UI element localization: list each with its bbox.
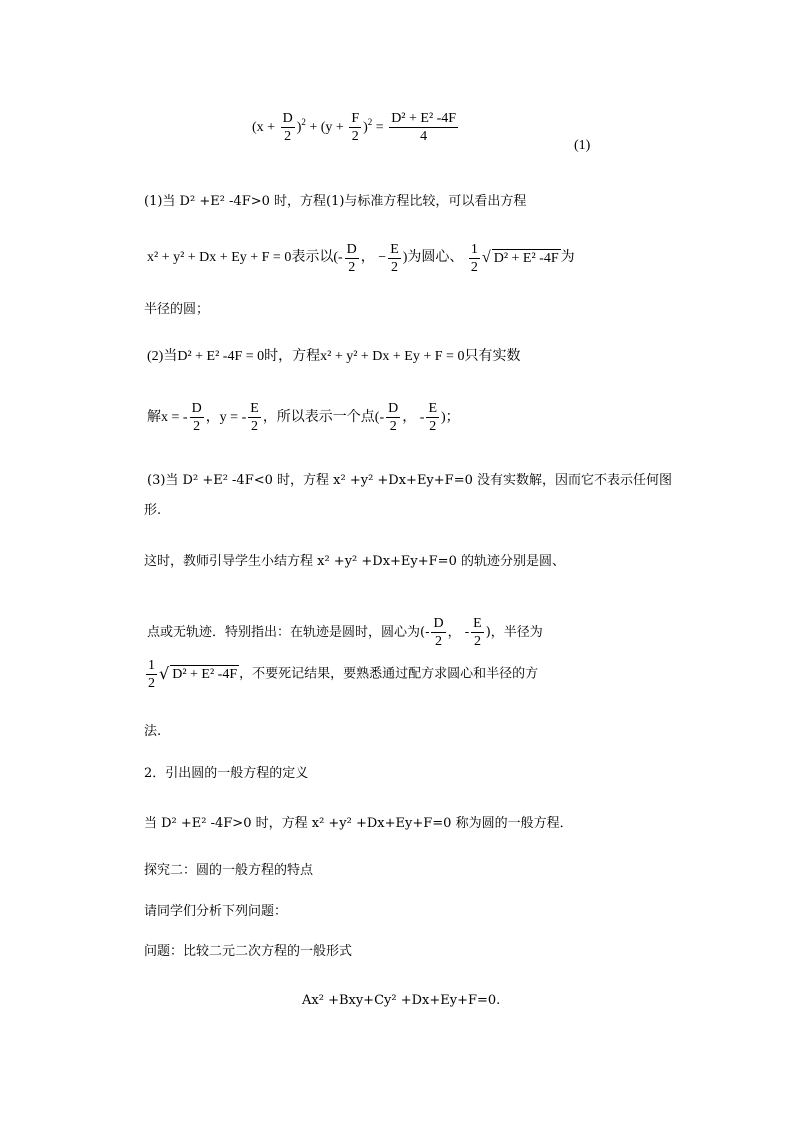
radicand: D² + E² -4F (493, 250, 559, 266)
frac-num: E (473, 616, 482, 631)
fraction-one-half (469, 241, 480, 276)
frac-den: 2 (351, 129, 359, 145)
fraction-d-over-2 (345, 241, 359, 276)
case2-mid2: ，所以表示一个点(- (262, 410, 385, 425)
case2-end: )； (441, 410, 460, 425)
case2-mid: ，y = - (205, 410, 247, 425)
fraction-d-over-2 (190, 400, 204, 435)
frac-den: 2 (348, 259, 356, 275)
question-text: 问题：比较二元二次方程的一般形式 (144, 944, 353, 959)
fraction-d-over-2 (386, 400, 400, 435)
frac-num: F (351, 111, 360, 127)
summary-line2a: 点或无轨迹．特别指出：在轨迹是圆时，圆心为(- (147, 625, 430, 640)
comma: ， (360, 250, 375, 266)
frac-num: 1 (148, 657, 155, 673)
frac-num: E (390, 241, 399, 257)
summary-line3 (144, 654, 538, 695)
minus: − (378, 250, 387, 266)
frac-den: 2 (251, 419, 259, 435)
case2-line2 (147, 398, 460, 438)
summary-line3b: ，不要死记结果，要熟悉通过配方求圆心和半径的方 (239, 666, 539, 682)
frac-den: 2 (470, 259, 478, 275)
definition-text: 当 D² +E² -4F>0 时，方程 x² +y² +Dx+Ey+F=0 称为圆的一般方程． (144, 816, 573, 831)
frac-den: 2 (390, 259, 398, 275)
frac-num: D (388, 401, 399, 417)
frac-num: D (346, 241, 357, 257)
frac-num: D (282, 111, 293, 127)
fraction-f-over-2 (349, 110, 361, 145)
case2-sol-a: 解x = - (147, 410, 188, 425)
frac-num: D (191, 401, 202, 417)
frac-den: 4 (420, 129, 428, 145)
fraction-d-over-2 (281, 110, 295, 145)
eq1-lhs-b: + (y + (305, 120, 344, 135)
frac-den: 2 (435, 634, 443, 649)
ask-text: 请同学们分析下列问题： (144, 904, 288, 919)
explore-heading: 探究二：圆的一般方程的特点 (144, 863, 314, 878)
case1-center-label: )为圆心、 (402, 250, 464, 266)
case2-line1: (2)当D² + E² -4F = 0时，方程x² + y² + Dx + Ey + F = 0只有实数 (147, 349, 521, 364)
frac-den: 2 (473, 634, 481, 649)
minus: - (419, 410, 425, 425)
exponent: 2 (367, 117, 373, 127)
summary-line2b: )，半径为 (485, 625, 543, 640)
fraction-one-half (146, 657, 157, 692)
fraction-d-over-2 (431, 615, 445, 650)
frac-den: 2 (429, 419, 437, 435)
minus: - (464, 625, 470, 640)
frac-num: E (250, 401, 259, 417)
frac-num: D² + E² -4F (391, 111, 457, 127)
general-form-equation: Ax² +Bxy+Cy² +Dx+Ey+F=0. (302, 993, 501, 1008)
summary-line4: 法. (144, 724, 162, 739)
summary-line1: 这时，教师引导学生小结方程 x² +y² +Dx+Ey+F=0 的轨迹分别是圆、 (144, 554, 565, 569)
fraction-e-over-2 (388, 241, 401, 276)
sqrt-icon: √ (481, 249, 491, 266)
fraction-e-over-2 (426, 400, 439, 435)
fraction-e-over-2 (471, 615, 484, 650)
case1-line2 (147, 238, 575, 278)
equation-label: (1) (574, 138, 591, 153)
frac-den: 2 (193, 419, 201, 435)
sqrt-icon: √ (159, 664, 170, 683)
case1-line3: 半径的圆； (144, 302, 210, 317)
case1-line1: (1)当 D² +E² -4F>0 时，方程(1)与标准方程比较，可以看出方程 (144, 194, 527, 209)
equation-1: (x + $\frac{D}{2}$ )$^2$ + (y + $\frac{F}{2}$ )$^2$ = $\frac{\text{D² + E² -4F}}{4}$ (252, 111, 457, 145)
case3-line2: 形. (144, 503, 162, 518)
frac-num: D (433, 616, 444, 631)
case1-wei: 为 (560, 250, 575, 266)
frac-den: 2 (284, 129, 292, 145)
comma: ， (402, 410, 417, 425)
frac-den: 2 (389, 419, 397, 435)
radicand: D² + E² -4F (172, 666, 238, 682)
section2-heading: 2．引出圆的一般方程的定义 (144, 766, 309, 781)
equals: = (372, 120, 384, 135)
exponent: 2 (301, 117, 306, 127)
fraction-rhs (389, 110, 458, 145)
frac-den: 2 (148, 675, 155, 691)
case3-line1: (3)当 D² +E² -4F<0 时，方程 x² +y² +Dx+Ey+F=0 没有实数解，因而它不表示任何图 (147, 473, 672, 488)
summary-line2 (147, 613, 543, 653)
case1-eq-a: x² + y² + Dx + Ey + F = 0表示以(- (147, 250, 343, 266)
frac-num: E (428, 401, 437, 417)
comma: ， (447, 625, 461, 640)
fraction-e-over-2 (248, 400, 261, 435)
frac-num: 1 (470, 241, 478, 257)
eq1-lhs-a: (x + (252, 120, 276, 135)
